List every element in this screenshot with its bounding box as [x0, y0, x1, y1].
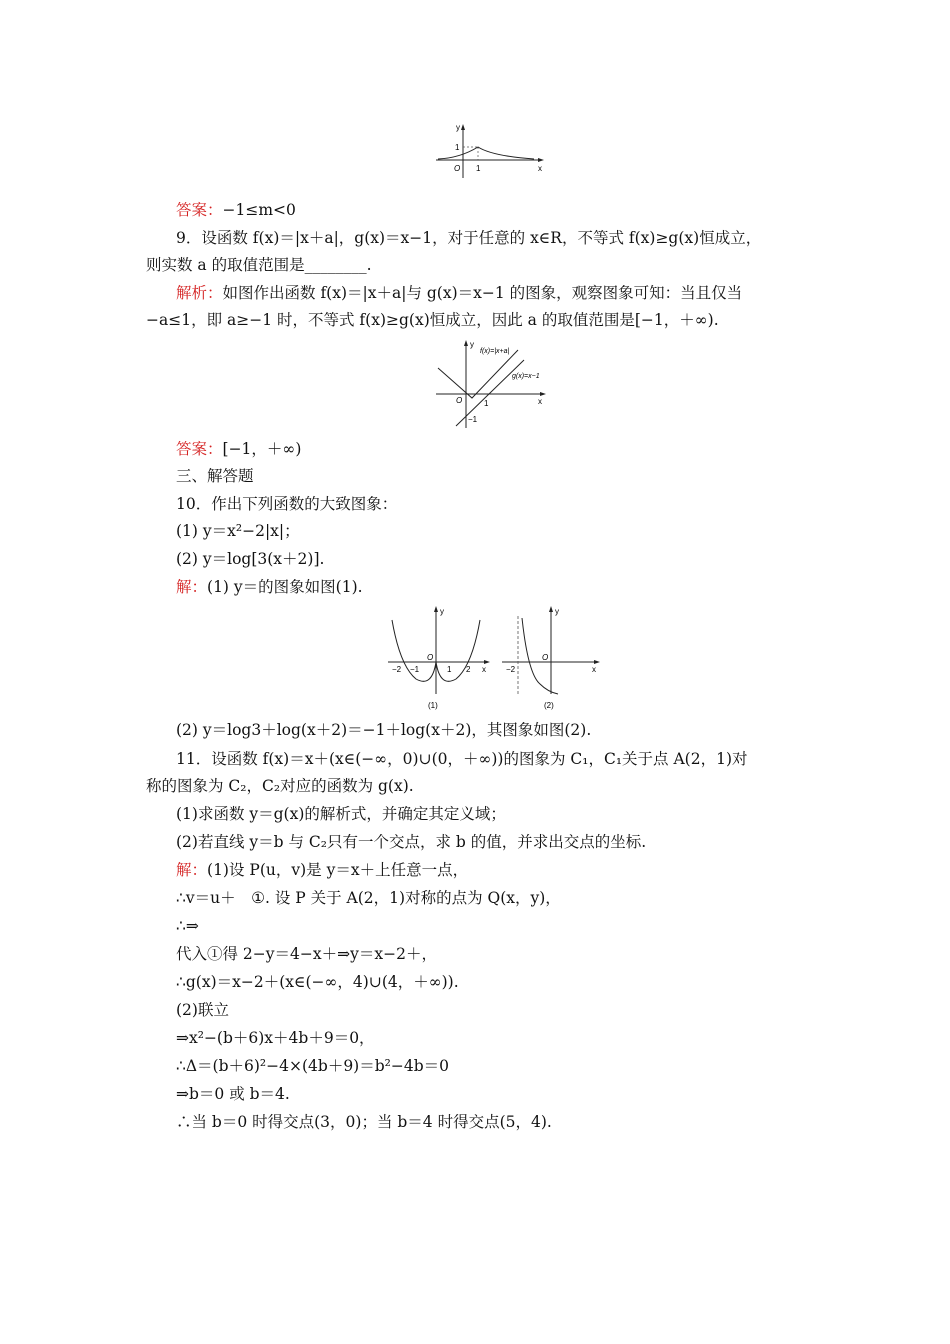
section-heading: 三、解答题 [176, 467, 254, 485]
q10-part1: (1) y＝x²−2|x|； [176, 522, 300, 540]
origin-label: O [427, 653, 434, 662]
y-label: y [456, 123, 460, 132]
caption-2: (2) [544, 701, 554, 710]
sol11-line10: ∴当 b＝0 时得交点(3，0)；当 b＝4 时得交点(5，4). [176, 1113, 552, 1131]
x-label: x [592, 665, 596, 674]
tick-x-1: 1 [484, 399, 489, 408]
origin-label: O [542, 653, 549, 662]
sol11-line9: ⇒b＝0 或 b＝4. [176, 1085, 290, 1103]
solution-label: 解： [176, 578, 208, 596]
tick-2: 2 [466, 665, 471, 674]
curve [438, 147, 534, 159]
solution-text: (1)设 P(u，v)是 y＝x＋上任意一点， [207, 861, 469, 879]
q11-part1: (1)求函数 y＝g(x)的解析式，并确定其定义域； [176, 805, 506, 823]
sol11-line5: ∴g(x)＝x−2＋(x∈(−∞，4)∪(4，＋∞)). [176, 973, 459, 991]
tick-y-1: 1 [455, 143, 460, 152]
answer-text: −1≤m<0 [222, 201, 296, 219]
sol10-line1 [176, 576, 363, 598]
x-label: x [538, 397, 542, 406]
sol11-line8: ∴Δ＝(b＋6)²−4×(4b＋9)＝b²−4b＝0 [176, 1057, 449, 1075]
q10-part2: (2) y＝log[3(x＋2)]. [176, 550, 325, 568]
answer-text: [−1，＋∞) [222, 440, 302, 458]
q11-line2: 称的图象为 C₂，C₂对应的函数为 g(x). [146, 777, 414, 795]
tick-y-neg1: −1 [468, 415, 478, 424]
figure-f-peak [430, 120, 550, 180]
sol11-line3: ∴⇒ [176, 917, 199, 935]
x-label: x [538, 164, 542, 173]
tick-neg2: −2 [506, 665, 516, 674]
sol11-line7: ⇒x²−(b＋6)x＋4b＋9＝0， [176, 1029, 375, 1047]
tick-1: 1 [447, 665, 452, 674]
origin-label: O [456, 396, 463, 405]
f-label: f(x)=|x+a| [480, 348, 510, 355]
sol11-line1 [176, 859, 468, 881]
q11-line1: 11．设函数 f(x)＝x＋(x∈(−∞，0)∪(0，＋∞))的图象为 C₁，C₁关于点 A(2，1)对 [176, 750, 748, 768]
q11-part2: (2)若直线 y＝b 与 C₂只有一个交点，求 b 的值，并求出交点的坐标. [176, 833, 647, 851]
answer-label: 答案： [176, 201, 223, 219]
sol11-line6: (2)联立 [176, 1001, 229, 1019]
figure-10-2 [500, 604, 604, 712]
log-curve [522, 618, 558, 694]
answer-9 [176, 438, 301, 460]
g-label: g(x)=x−1 [512, 373, 540, 380]
analysis-label: 解析： [176, 284, 223, 302]
figure-10-1 [386, 604, 496, 712]
q10-title: 10．作出下列函数的大致图象： [176, 495, 398, 513]
origin-label: O [454, 164, 461, 173]
tick-x-1: 1 [476, 164, 481, 173]
answer-8 [176, 199, 296, 221]
answer-label: 答案： [176, 440, 223, 458]
sol9-line2: −a≤1，即 a≥−1 时，不等式 f(x)≥g(x)恒成立，因此 a 的取值范围是[−1，＋∞). [146, 311, 719, 329]
caption-1: (1) [428, 701, 438, 710]
y-label: y [440, 607, 444, 616]
sol10-line2: (2) y＝log3＋log(x＋2)＝−1＋log(x＋2)，其图象如图(2). [176, 721, 592, 739]
sol9-line1 [176, 282, 742, 304]
tick-neg2: −2 [392, 665, 402, 674]
y-label: y [555, 607, 559, 616]
solution-label: 解： [176, 861, 208, 879]
q9-line1: 9．设函数 f(x)＝|x＋a|，g(x)＝x−1，对于任意的 x∈R，不等式 f(x)≥g(x)恒成立， [176, 229, 762, 247]
graph-f [438, 350, 518, 398]
solution-text: (1) y＝的图象如图(1). [207, 578, 363, 596]
figure-q9 [432, 338, 552, 430]
tick-neg1: −1 [410, 665, 420, 674]
q9-line2: 则实数 a 的取值范围是________. [146, 256, 372, 274]
y-label: y [470, 340, 474, 349]
sol11-line2: ∴v＝u＋ ①. 设 P 关于 A(2，1)对称的点为 Q(x，y)， [176, 889, 561, 907]
x-label: x [482, 665, 486, 674]
analysis-text: 如图作出函数 f(x)＝|x＋a|与 g(x)＝x−1 的图象，观察图象可知：当且仅当 [222, 284, 743, 302]
sol11-line4: 代入①得 2−y＝4−x＋⇒y＝x−2＋， [176, 945, 437, 963]
